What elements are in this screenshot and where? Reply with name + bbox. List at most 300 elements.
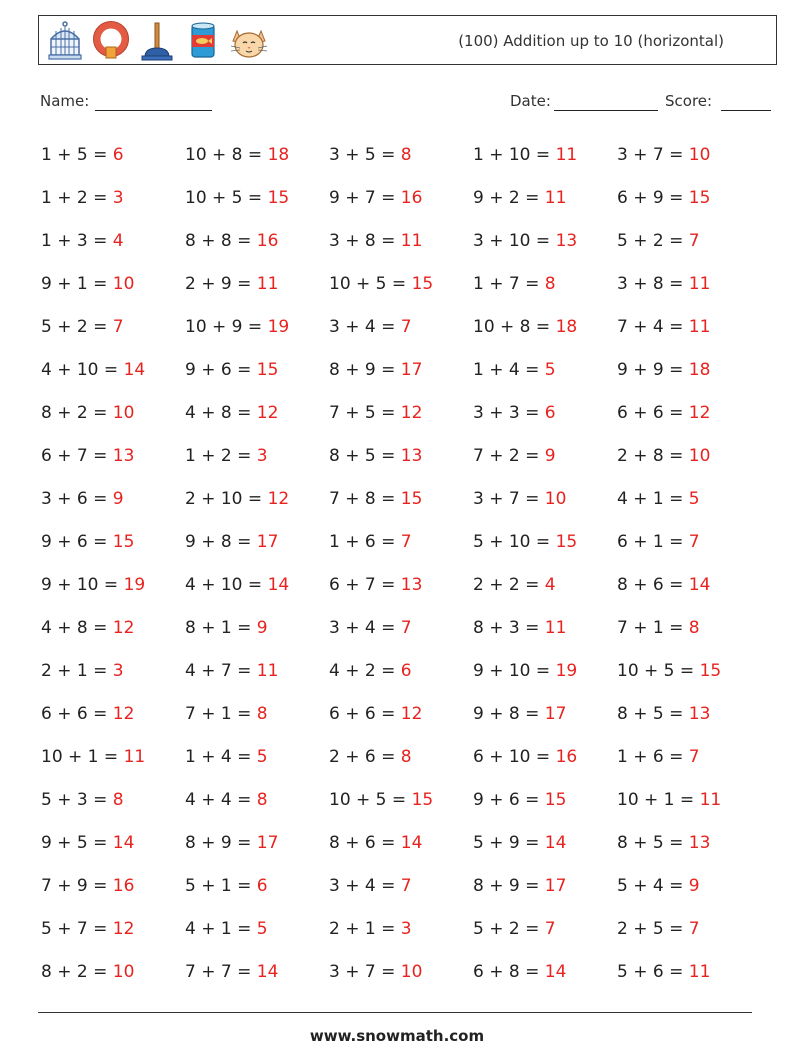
problem-answer: 4 <box>544 575 556 595</box>
problem-question: 8 + 3 = <box>473 618 545 638</box>
problem-item <box>473 783 617 826</box>
problem-answer: 12 <box>400 403 423 423</box>
life-ring-icon <box>91 21 131 61</box>
problem-question: 3 + 4 = <box>329 317 401 337</box>
problem-question: 3 + 3 = <box>473 403 545 423</box>
problem-item <box>41 912 185 955</box>
problem-item <box>185 611 329 654</box>
problem-answer: 15 <box>267 188 290 208</box>
problem-item <box>617 611 761 654</box>
problem-answer: 13 <box>112 446 135 466</box>
problem-answer: 11 <box>699 790 722 810</box>
problem-question: 8 + 6 = <box>617 575 689 595</box>
problem-question: 2 + 5 = <box>617 919 689 939</box>
problem-answer: 9 <box>688 876 700 896</box>
date-label: Date: <box>510 92 551 110</box>
problem-answer: 11 <box>123 747 146 767</box>
problem-question: 7 + 4 = <box>617 317 689 337</box>
problem-question: 2 + 1 = <box>41 661 113 681</box>
problem-answer: 14 <box>544 833 567 853</box>
problem-question: 2 + 8 = <box>617 446 689 466</box>
problem-answer: 8 <box>112 790 124 810</box>
problem-item <box>617 310 761 353</box>
problem-answer: 14 <box>256 962 279 982</box>
problem-question: 3 + 4 = <box>329 618 401 638</box>
problem-question: 10 + 1 = <box>617 790 700 810</box>
problem-question: 8 + 8 = <box>185 231 257 251</box>
problem-item <box>617 568 761 611</box>
problem-answer: 8 <box>256 704 268 724</box>
problem-question: 10 + 5 = <box>329 790 412 810</box>
problem-question: 3 + 5 = <box>329 145 401 165</box>
problem-question: 5 + 2 = <box>473 919 545 939</box>
problem-answer: 12 <box>112 618 135 638</box>
problem-answer: 17 <box>256 532 279 552</box>
problem-question: 7 + 1 = <box>617 618 689 638</box>
problem-question: 9 + 6 = <box>41 532 113 552</box>
problem-item <box>185 654 329 697</box>
problem-question: 9 + 10 = <box>41 575 124 595</box>
problem-item <box>329 697 473 740</box>
problem-item <box>617 654 761 697</box>
problem-answer: 15 <box>544 790 567 810</box>
problem-item <box>41 568 185 611</box>
problem-question: 9 + 9 = <box>617 360 689 380</box>
problem-answer: 3 <box>400 919 412 939</box>
problem-question: 5 + 2 = <box>617 231 689 251</box>
footer-divider <box>38 1012 752 1013</box>
problem-question: 2 + 10 = <box>185 489 268 509</box>
date-blank-line <box>554 94 658 111</box>
problem-question: 1 + 10 = <box>473 145 556 165</box>
problem-answer: 10 <box>688 145 711 165</box>
problem-item <box>473 396 617 439</box>
problem-item <box>185 697 329 740</box>
worksheet-header <box>38 15 777 65</box>
problem-question: 5 + 4 = <box>617 876 689 896</box>
problem-item <box>329 439 473 482</box>
problem-answer: 11 <box>688 274 711 294</box>
footer-website: www.snowmath.com <box>309 1027 485 1045</box>
problem-question: 6 + 1 = <box>617 532 689 552</box>
problem-item <box>185 826 329 869</box>
problem-item <box>185 267 329 310</box>
problem-item <box>185 955 329 998</box>
problem-question: 1 + 5 = <box>41 145 113 165</box>
problem-answer: 12 <box>256 403 279 423</box>
problem-answer: 12 <box>400 704 423 724</box>
problem-answer: 8 <box>544 274 556 294</box>
problem-item <box>185 740 329 783</box>
problem-question: 3 + 4 = <box>329 876 401 896</box>
problem-question: 7 + 9 = <box>41 876 113 896</box>
problem-answer: 13 <box>688 833 711 853</box>
problem-answer: 5 <box>256 919 268 939</box>
problem-answer: 4 <box>112 231 124 251</box>
problem-item <box>41 224 185 267</box>
student-info-row <box>40 92 772 116</box>
problem-item <box>185 224 329 267</box>
problem-item <box>329 869 473 912</box>
problem-item <box>329 826 473 869</box>
problem-question: 9 + 7 = <box>329 188 401 208</box>
problem-answer: 5 <box>688 489 700 509</box>
problem-answer: 3 <box>112 188 124 208</box>
problem-item <box>41 826 185 869</box>
problem-answer: 3 <box>112 661 124 681</box>
problem-question: 8 + 9 = <box>185 833 257 853</box>
problem-question: 9 + 2 = <box>473 188 545 208</box>
problem-item <box>41 740 185 783</box>
problem-item <box>617 955 761 998</box>
problem-item <box>617 482 761 525</box>
problem-answer: 16 <box>112 876 135 896</box>
problem-question: 7 + 2 = <box>473 446 545 466</box>
problem-item <box>329 783 473 826</box>
problem-item <box>329 568 473 611</box>
problem-item <box>617 826 761 869</box>
problem-item <box>41 697 185 740</box>
problem-item <box>329 955 473 998</box>
problem-question: 3 + 8 = <box>617 274 689 294</box>
problem-question: 2 + 2 = <box>473 575 545 595</box>
problem-question: 10 + 8 = <box>473 317 556 337</box>
problem-question: 1 + 2 = <box>41 188 113 208</box>
problem-item <box>617 783 761 826</box>
problem-answer: 14 <box>123 360 146 380</box>
problem-question: 1 + 6 = <box>617 747 689 767</box>
problem-item <box>185 783 329 826</box>
problem-item <box>329 138 473 181</box>
problem-question: 8 + 5 = <box>329 446 401 466</box>
problem-question: 5 + 3 = <box>41 790 113 810</box>
problem-answer: 7 <box>400 618 412 638</box>
problem-question: 6 + 7 = <box>329 575 401 595</box>
problem-item <box>41 181 185 224</box>
problem-answer: 12 <box>112 919 135 939</box>
problem-item <box>473 525 617 568</box>
problem-item <box>329 611 473 654</box>
problem-item <box>617 353 761 396</box>
problem-answer: 10 <box>544 489 567 509</box>
problem-question: 2 + 1 = <box>329 919 401 939</box>
problem-item <box>617 267 761 310</box>
problem-question: 6 + 8 = <box>473 962 545 982</box>
problem-question: 7 + 1 = <box>185 704 257 724</box>
problem-question: 4 + 7 = <box>185 661 257 681</box>
problem-answer: 14 <box>267 575 290 595</box>
problem-answer: 15 <box>256 360 279 380</box>
problem-question: 5 + 10 = <box>473 532 556 552</box>
problem-item <box>41 310 185 353</box>
problem-item <box>329 224 473 267</box>
problem-answer: 18 <box>555 317 578 337</box>
problem-answer: 7 <box>688 919 700 939</box>
problem-answer: 8 <box>400 145 412 165</box>
problem-answer: 11 <box>688 317 711 337</box>
problem-item <box>185 138 329 181</box>
problem-item <box>473 955 617 998</box>
problem-answer: 16 <box>256 231 279 251</box>
problem-answer: 15 <box>400 489 423 509</box>
problem-item <box>473 439 617 482</box>
problem-question: 3 + 10 = <box>473 231 556 251</box>
problem-question: 6 + 9 = <box>617 188 689 208</box>
problem-item <box>41 138 185 181</box>
problem-item <box>473 138 617 181</box>
problem-question: 7 + 7 = <box>185 962 257 982</box>
problem-question: 10 + 8 = <box>185 145 268 165</box>
problem-item <box>329 525 473 568</box>
problem-question: 6 + 6 = <box>617 403 689 423</box>
problem-item <box>185 396 329 439</box>
problem-question: 10 + 5 = <box>185 188 268 208</box>
problem-question: 4 + 8 = <box>185 403 257 423</box>
problem-item <box>41 525 185 568</box>
problem-item <box>185 181 329 224</box>
problem-answer: 7 <box>544 919 556 939</box>
problem-item <box>185 525 329 568</box>
problem-item <box>329 654 473 697</box>
problem-item <box>41 611 185 654</box>
problem-grid <box>41 138 761 998</box>
problem-answer: 18 <box>267 145 290 165</box>
problem-answer: 3 <box>256 446 268 466</box>
problem-answer: 13 <box>400 575 423 595</box>
problem-answer: 10 <box>688 446 711 466</box>
problem-question: 9 + 10 = <box>473 661 556 681</box>
problem-item <box>617 181 761 224</box>
header-icons <box>45 20 269 62</box>
problem-question: 1 + 2 = <box>185 446 257 466</box>
problem-question: 8 + 5 = <box>617 833 689 853</box>
problem-item <box>329 482 473 525</box>
problem-question: 3 + 7 = <box>329 962 401 982</box>
cat-face-icon <box>229 21 269 61</box>
problem-item <box>41 955 185 998</box>
problem-question: 4 + 8 = <box>41 618 113 638</box>
problem-question: 10 + 9 = <box>185 317 268 337</box>
problem-question: 10 + 5 = <box>329 274 412 294</box>
problem-item <box>185 353 329 396</box>
problem-question: 3 + 6 = <box>41 489 113 509</box>
problem-question: 10 + 1 = <box>41 747 124 767</box>
problem-answer: 11 <box>555 145 578 165</box>
problem-question: 3 + 8 = <box>329 231 401 251</box>
problem-question: 9 + 1 = <box>41 274 113 294</box>
problem-answer: 16 <box>400 188 423 208</box>
problem-question: 4 + 1 = <box>185 919 257 939</box>
problem-answer: 10 <box>400 962 423 982</box>
problem-item <box>329 396 473 439</box>
problem-item <box>329 181 473 224</box>
problem-item <box>473 869 617 912</box>
problem-question: 6 + 6 = <box>329 704 401 724</box>
problem-question: 6 + 7 = <box>41 446 113 466</box>
problem-answer: 19 <box>267 317 290 337</box>
problem-question: 4 + 10 = <box>41 360 124 380</box>
problem-question: 9 + 6 = <box>473 790 545 810</box>
problem-answer: 5 <box>544 360 556 380</box>
problem-item <box>473 482 617 525</box>
problem-question: 6 + 6 = <box>41 704 113 724</box>
problem-item <box>473 697 617 740</box>
problem-item <box>185 568 329 611</box>
problem-question: 8 + 5 = <box>617 704 689 724</box>
problem-question: 9 + 6 = <box>185 360 257 380</box>
problem-answer: 11 <box>688 962 711 982</box>
problem-item <box>41 353 185 396</box>
problem-item <box>473 224 617 267</box>
problem-item <box>617 912 761 955</box>
problem-question: 6 + 10 = <box>473 747 556 767</box>
problem-item <box>329 353 473 396</box>
problem-item <box>617 439 761 482</box>
problem-question: 2 + 6 = <box>329 747 401 767</box>
problem-item <box>473 611 617 654</box>
problem-question: 2 + 9 = <box>185 274 257 294</box>
problem-item <box>329 740 473 783</box>
problem-question: 1 + 3 = <box>41 231 113 251</box>
problem-answer: 6 <box>112 145 124 165</box>
problem-item <box>329 310 473 353</box>
problem-answer: 7 <box>688 231 700 251</box>
problem-item <box>473 912 617 955</box>
problem-answer: 14 <box>544 962 567 982</box>
problem-answer: 10 <box>112 274 135 294</box>
problem-question: 7 + 5 = <box>329 403 401 423</box>
problem-answer: 12 <box>112 704 135 724</box>
problem-item <box>617 697 761 740</box>
worksheet-title: (100) Addition up to 10 (horizontal) <box>458 32 724 50</box>
problem-question: 8 + 9 = <box>473 876 545 896</box>
problem-item <box>41 869 185 912</box>
problem-item <box>329 912 473 955</box>
problem-answer: 13 <box>555 231 578 251</box>
problem-answer: 11 <box>256 661 279 681</box>
problem-answer: 7 <box>112 317 124 337</box>
problem-answer: 14 <box>400 833 423 853</box>
problem-question: 5 + 7 = <box>41 919 113 939</box>
problem-answer: 13 <box>688 704 711 724</box>
problem-answer: 17 <box>400 360 423 380</box>
problem-item <box>617 740 761 783</box>
problem-question: 8 + 9 = <box>329 360 401 380</box>
problem-answer: 15 <box>688 188 711 208</box>
problem-item <box>329 267 473 310</box>
problem-item <box>41 267 185 310</box>
problem-item <box>473 654 617 697</box>
problem-item <box>41 783 185 826</box>
problem-answer: 7 <box>400 317 412 337</box>
problem-answer: 7 <box>688 532 700 552</box>
problem-answer: 17 <box>544 704 567 724</box>
problem-item <box>185 482 329 525</box>
problem-question: 1 + 4 = <box>473 360 545 380</box>
problem-item <box>185 869 329 912</box>
problem-item <box>185 912 329 955</box>
problem-item <box>473 181 617 224</box>
problem-question: 1 + 7 = <box>473 274 545 294</box>
score-blank-line <box>721 94 771 111</box>
problem-question: 5 + 2 = <box>41 317 113 337</box>
problem-answer: 11 <box>256 274 279 294</box>
score-label: Score: <box>665 92 713 110</box>
problem-answer: 11 <box>544 188 567 208</box>
problem-answer: 19 <box>123 575 146 595</box>
problem-question: 7 + 8 = <box>329 489 401 509</box>
problem-question: 4 + 10 = <box>185 575 268 595</box>
problem-answer: 6 <box>544 403 556 423</box>
problem-item <box>41 396 185 439</box>
problem-answer: 8 <box>400 747 412 767</box>
problem-item <box>41 439 185 482</box>
problem-item <box>185 310 329 353</box>
problem-question: 1 + 6 = <box>329 532 401 552</box>
problem-answer: 14 <box>688 575 711 595</box>
problem-question: 3 + 7 = <box>473 489 545 509</box>
problem-answer: 9 <box>256 618 268 638</box>
name-blank-line <box>95 94 212 111</box>
problem-answer: 7 <box>400 876 412 896</box>
problem-question: 4 + 2 = <box>329 661 401 681</box>
problem-answer: 11 <box>400 231 423 251</box>
problem-question: 5 + 1 = <box>185 876 257 896</box>
birdcage-icon <box>45 21 85 61</box>
problem-answer: 15 <box>555 532 578 552</box>
problem-answer: 17 <box>256 833 279 853</box>
problem-answer: 10 <box>112 403 135 423</box>
problem-item <box>185 439 329 482</box>
problem-question: 4 + 4 = <box>185 790 257 810</box>
problem-item <box>617 869 761 912</box>
problem-answer: 13 <box>400 446 423 466</box>
problem-item <box>473 310 617 353</box>
problem-answer: 9 <box>112 489 124 509</box>
problem-question: 9 + 5 = <box>41 833 113 853</box>
problem-answer: 8 <box>688 618 700 638</box>
problem-question: 8 + 1 = <box>185 618 257 638</box>
problem-answer: 15 <box>411 790 434 810</box>
problem-item <box>473 353 617 396</box>
problem-item <box>473 568 617 611</box>
problem-item <box>617 224 761 267</box>
problem-answer: 8 <box>256 790 268 810</box>
problem-item <box>41 654 185 697</box>
problem-question: 4 + 1 = <box>617 489 689 509</box>
name-label: Name: <box>40 92 90 110</box>
problem-answer: 5 <box>256 747 268 767</box>
tin-can-icon <box>183 21 223 61</box>
problem-answer: 10 <box>112 962 135 982</box>
problem-item <box>473 826 617 869</box>
problem-question: 10 + 5 = <box>617 661 700 681</box>
plunger-icon <box>137 21 177 61</box>
problem-answer: 15 <box>699 661 722 681</box>
problem-item <box>473 267 617 310</box>
problem-question: 1 + 4 = <box>185 747 257 767</box>
problem-question: 9 + 8 = <box>473 704 545 724</box>
problem-answer: 12 <box>688 403 711 423</box>
problem-answer: 6 <box>256 876 268 896</box>
problem-item <box>41 482 185 525</box>
problem-item <box>617 396 761 439</box>
problem-question: 8 + 6 = <box>329 833 401 853</box>
problem-item <box>473 740 617 783</box>
problem-answer: 19 <box>555 661 578 681</box>
problem-question: 8 + 2 = <box>41 403 113 423</box>
problem-question: 3 + 7 = <box>617 145 689 165</box>
